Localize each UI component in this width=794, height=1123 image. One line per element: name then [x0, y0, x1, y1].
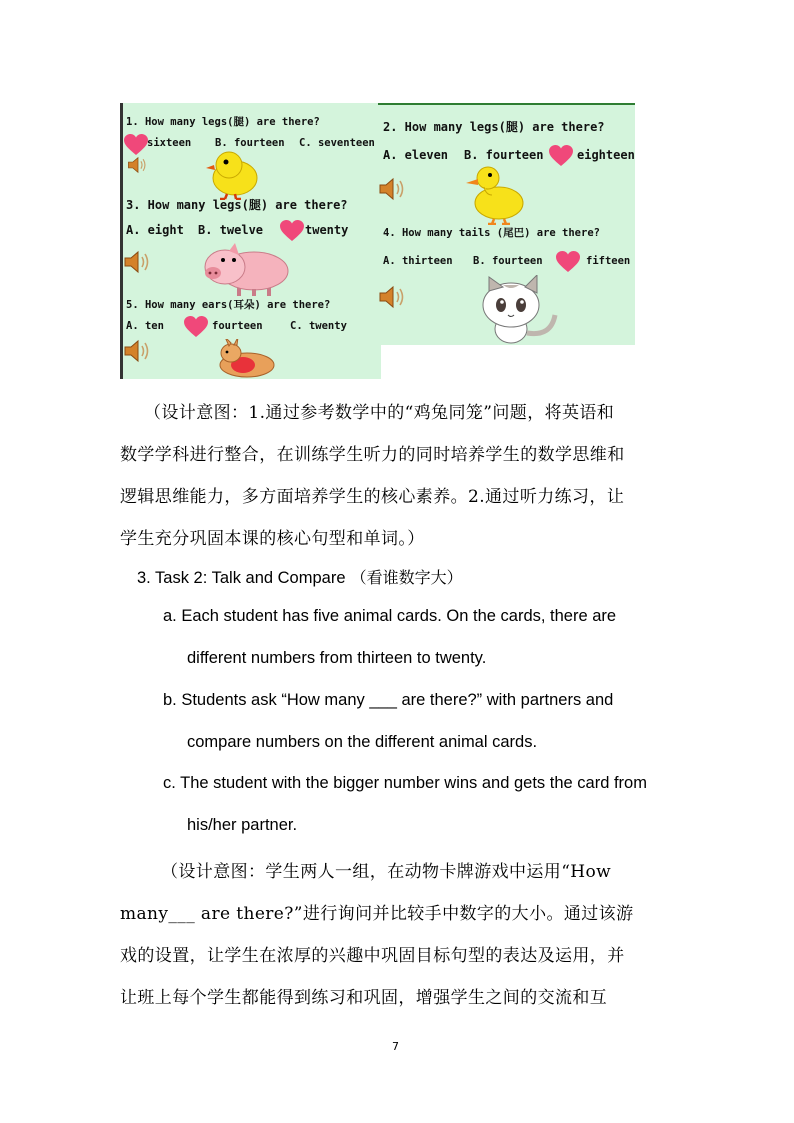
q2-option-c: eighteen [577, 148, 635, 162]
q5-option-a: A. ten [126, 320, 164, 332]
q4-option-c: fifteen [586, 255, 631, 267]
heart-icon [279, 220, 305, 242]
quiz-panel-right [378, 103, 635, 345]
item-a-line-1: a. Each student has five animal cards. On the cards, there are [163, 607, 617, 625]
question-4: 4. How many tails (尾巴) are there? [383, 227, 600, 239]
q1-option-c: C. seventeen [299, 137, 375, 149]
design-intent-1-line-2: 数学学科进行整合，在训练学生听力的同时培养学生的数学思维和 [120, 445, 625, 465]
task-2-title-cn: （看谁数字大） [350, 568, 463, 587]
speaker-icon[interactable] [123, 339, 153, 363]
task-2-title: 3. Task 2: Talk and Compare [137, 569, 346, 587]
speaker-icon[interactable] [378, 285, 408, 309]
question-3: 3. How many legs(腿) are there? [126, 198, 348, 212]
design-intent-2-line-1: （设计意图：学生两人一组，在动物卡牌游戏中运用“How [161, 862, 612, 882]
item-b-line-1: b. Students ask “How many ___ are there?” with partners and [163, 691, 614, 709]
q3-option-b: B. twelve [198, 223, 264, 237]
item-b-line-2: compare numbers on the different animal cards. [187, 733, 538, 751]
pig-image [199, 243, 293, 298]
heart-icon [548, 145, 574, 167]
speaker-icon[interactable] [378, 177, 408, 201]
rabbit-image [211, 339, 279, 379]
question-1: 1. How many legs(腿) are there? [126, 116, 320, 128]
item-c-line-1: c. The student with the bigger number wins and gets the card from [163, 774, 647, 792]
q2-option-a: A. eleven [383, 148, 449, 162]
design-intent-2-line-4: 让班上每个学生都能得到练习和巩固，增强学生之间的交流和互 [120, 988, 608, 1008]
q4-option-a: A. thirteen [383, 255, 453, 267]
page-number: 7 [392, 1040, 399, 1053]
quiz-panel-left [120, 103, 381, 379]
design-intent-2-line-2: many___ are there?”进行询问并比较手中数字的大小。通过该游 [120, 904, 634, 924]
question-5: 5. How many ears(耳朵) are there? [126, 299, 331, 311]
cat-image [475, 275, 561, 345]
duck-image [466, 163, 526, 225]
q4-option-b: B. fourteen [473, 255, 543, 267]
design-intent-1-line-1: （设计意图：1.通过参考数学中的“鸡兔同笼”问题，将英语和 [144, 403, 615, 423]
design-intent-1-line-3: 逻辑思维能力，多方面培养学生的核心素养。2.通过听力练习，让 [120, 487, 625, 507]
heart-icon [123, 134, 149, 156]
q1-option-a: sixteen [147, 137, 192, 149]
heart-icon [555, 251, 581, 273]
question-2: 2. How many legs(腿) are there? [383, 120, 605, 134]
q5-option-c: C. twenty [290, 320, 347, 332]
item-a-line-2: different numbers from thirteen to twenty. [187, 649, 487, 667]
heart-icon [183, 316, 209, 338]
q1-option-b: B. fourteen [215, 137, 285, 149]
q3-option-a: A. eight [126, 223, 184, 237]
q3-option-c: twenty [305, 223, 349, 237]
speaker-icon[interactable] [123, 250, 153, 274]
q5-option-b: fourteen [212, 320, 263, 332]
item-c-line-2: his/her partner. [187, 816, 298, 834]
chick-image [205, 148, 265, 200]
design-intent-1-line-4: 学生充分巩固本课的核心句型和单词。） [120, 529, 425, 549]
q2-option-b: B. fourteen [464, 148, 544, 162]
speaker-icon[interactable] [127, 156, 149, 174]
design-intent-2-line-3: 戏的设置，让学生在浓厚的兴趣中巩固目标句型的表达及运用，并 [120, 946, 625, 966]
task-2-heading [137, 565, 463, 588]
